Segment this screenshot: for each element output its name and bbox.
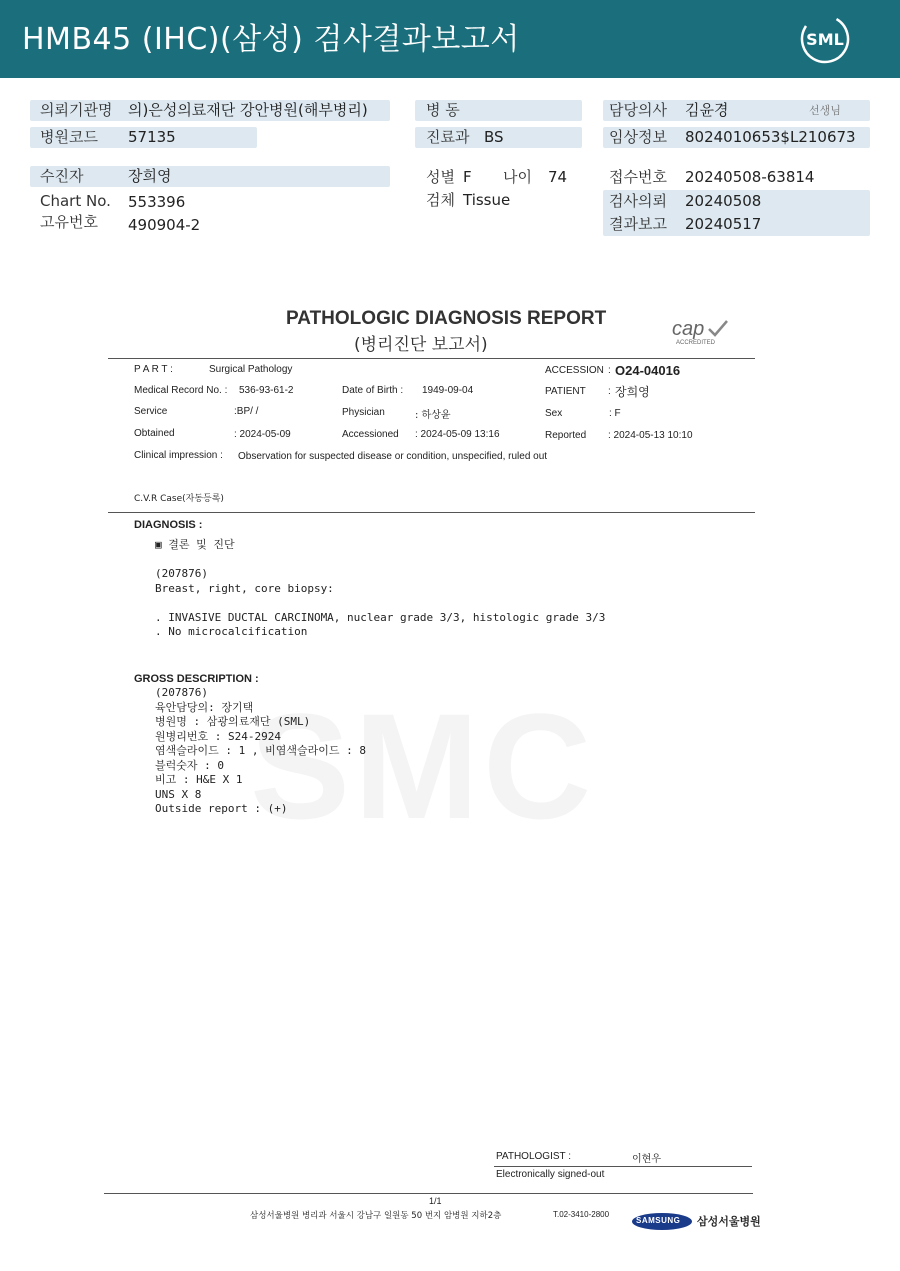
gross-line: 블럭숫자 : 0 (155, 758, 224, 772)
diagnosis-line: . INVASIVE DUCTAL CARCINOMA, nuclear grade 3/3, histologic grade 3/3 (155, 611, 606, 624)
pathologist-label: PATHOLOGIST : (496, 1151, 572, 1162)
gross-line: 육안담당의: 장기택 (155, 700, 254, 714)
patient-name-label: 수진자 (40, 167, 84, 185)
page-title: HMB45 (IHC)(삼성) 검사결과보고서 (22, 22, 520, 57)
reported-label: Reported (545, 430, 587, 441)
accession-value: O24-04016 (615, 363, 681, 378)
institution-value: 의)은성의료재단 강안병원(해부병리) (128, 101, 368, 119)
dob-label: Date of Birth : (342, 385, 404, 396)
institution-label: 의뢰기관명 (40, 101, 113, 119)
page-number: 1/1 (429, 1196, 442, 1206)
request-date-value: 20240508 (685, 192, 762, 210)
accession-label: ACCESSION (545, 365, 604, 376)
gross-line: 원병리번호 : S24-2924 (155, 729, 281, 743)
obtained-value: : 2024-05-09 (234, 429, 291, 440)
service-value: :BP/ / (234, 406, 259, 417)
gross-line: (207876) (155, 686, 208, 699)
hospital-code-value: 57135 (128, 128, 176, 146)
sex-label: 성별 (426, 168, 455, 186)
ward-label: 병 동 (426, 101, 460, 119)
age-label: 나이 (503, 168, 532, 186)
part-value: Surgical Pathology (209, 364, 293, 375)
patient-colon: : (608, 386, 611, 397)
accession-colon: : (608, 365, 611, 376)
checkmark-icon (706, 318, 730, 338)
gross-line: 병원명 : 삼광의료재단 (SML) (155, 715, 311, 728)
diagnosis-line: (207876) (155, 567, 208, 580)
dept-value: BS (484, 128, 504, 146)
cap-logo-text: cap (672, 318, 705, 340)
gross-line: Outside report : (+) (155, 802, 288, 815)
gross-description-heading: GROSS DESCRIPTION : (134, 673, 259, 685)
clinical-info-label: 임상정보 (609, 128, 667, 146)
report-middle-rule (108, 512, 755, 513)
unique-id-label: 고유번호 (40, 213, 98, 231)
footer-address: 삼성서울병원 병리과 서울시 강남구 일원동 50 번지 암병원 지하2층 (250, 1211, 502, 1221)
accessioned-value: : 2024-05-09 13:16 (415, 429, 500, 440)
doctor-label: 담당의사 (609, 101, 667, 119)
diagnosis-line: . No microcalcification (155, 625, 308, 638)
report-subtitle: (병리진단 보고서) (354, 335, 488, 355)
pathologist-name: 이현우 (632, 1154, 661, 1165)
patient-label: PATIENT (545, 386, 586, 397)
gross-line: 염색슬라이드 : 1 , 비염색슬라이드 : 8 (155, 744, 366, 757)
samsung-logo (632, 1213, 692, 1230)
signature-rule (494, 1166, 752, 1167)
sml-logo (800, 14, 850, 64)
footer-rule (104, 1193, 753, 1194)
physician-label: Physician (342, 407, 385, 418)
age-value: 74 (548, 168, 568, 186)
doctor-value: 김윤경 (685, 101, 729, 119)
logo-text: SML (806, 30, 844, 49)
clinical-info-value: 8024010653$L210673 (685, 128, 856, 146)
mrn-value: 536-93-61-2 (239, 385, 294, 396)
service-label: Service (134, 406, 168, 417)
request-date-label: 검사의뢰 (609, 192, 667, 210)
diagnosis-line: ▣ 결론 및 진단 (155, 538, 235, 551)
diagnosis-line: Breast, right, core biopsy: (155, 581, 334, 595)
sex-report-value: : F (609, 408, 621, 419)
samsung-hospital-name: 삼성서울병원 (697, 1215, 761, 1228)
hospital-code-label: 병원코드 (40, 128, 98, 146)
patient-value: 장희영 (615, 385, 650, 399)
footer-phone: T.02-3410-2800 (553, 1210, 610, 1219)
diagnosis-heading: DIAGNOSIS : (134, 519, 203, 531)
specimen-value: Tissue (463, 191, 511, 209)
reported-value: : 2024-05-13 10:10 (608, 430, 693, 441)
electronically-signed: Electronically signed-out (496, 1169, 605, 1180)
patient-name-value: 장희영 (128, 167, 172, 185)
obtained-label: Obtained (134, 428, 175, 439)
smc-watermark (250, 680, 595, 853)
sex-value: F (463, 168, 472, 186)
dob-value: 1949-09-04 (422, 385, 474, 396)
physician-value: : 하상윤 (415, 410, 451, 421)
unique-id-value: 490904-2 (128, 216, 201, 234)
receipt-label: 접수번호 (609, 168, 667, 186)
sex-report-label: Sex (545, 408, 563, 419)
accessioned-label: Accessioned (342, 429, 399, 440)
doctor-suffix: 선생님 (809, 104, 841, 117)
header-bar (0, 0, 900, 78)
chart-label: Chart No. (40, 192, 111, 210)
clinical-impression-label: Clinical impression : (134, 450, 223, 461)
clinical-impression-value: Observation for suspected disease or condition, unspecified, ruled out (238, 451, 548, 462)
samsung-logo-text: SAMSUNG (636, 1216, 681, 1225)
report-top-rule (108, 358, 755, 359)
specimen-label: 검체 (426, 191, 455, 209)
cap-logo-subtext: ACCREDITED (676, 340, 716, 346)
cvr-case: C.V.R Case(자동등록) (134, 494, 224, 504)
report-title: PATHOLOGIC DIAGNOSIS REPORT (286, 308, 607, 329)
dept-label: 진료과 (426, 128, 470, 146)
chart-value: 553396 (128, 193, 186, 211)
gross-line: UNS X 8 (155, 787, 202, 801)
receipt-value: 20240508-63814 (685, 168, 815, 186)
gross-line: 비고 : H&E X 1 (155, 773, 243, 786)
bar-patient-name (30, 166, 390, 187)
part-label: P A R T : (134, 364, 173, 375)
cap-accredited-logo (670, 318, 740, 352)
result-date-value: 20240517 (685, 215, 762, 233)
mrn-label: Medical Record No. : (134, 385, 228, 396)
result-date-label: 결과보고 (609, 215, 667, 233)
